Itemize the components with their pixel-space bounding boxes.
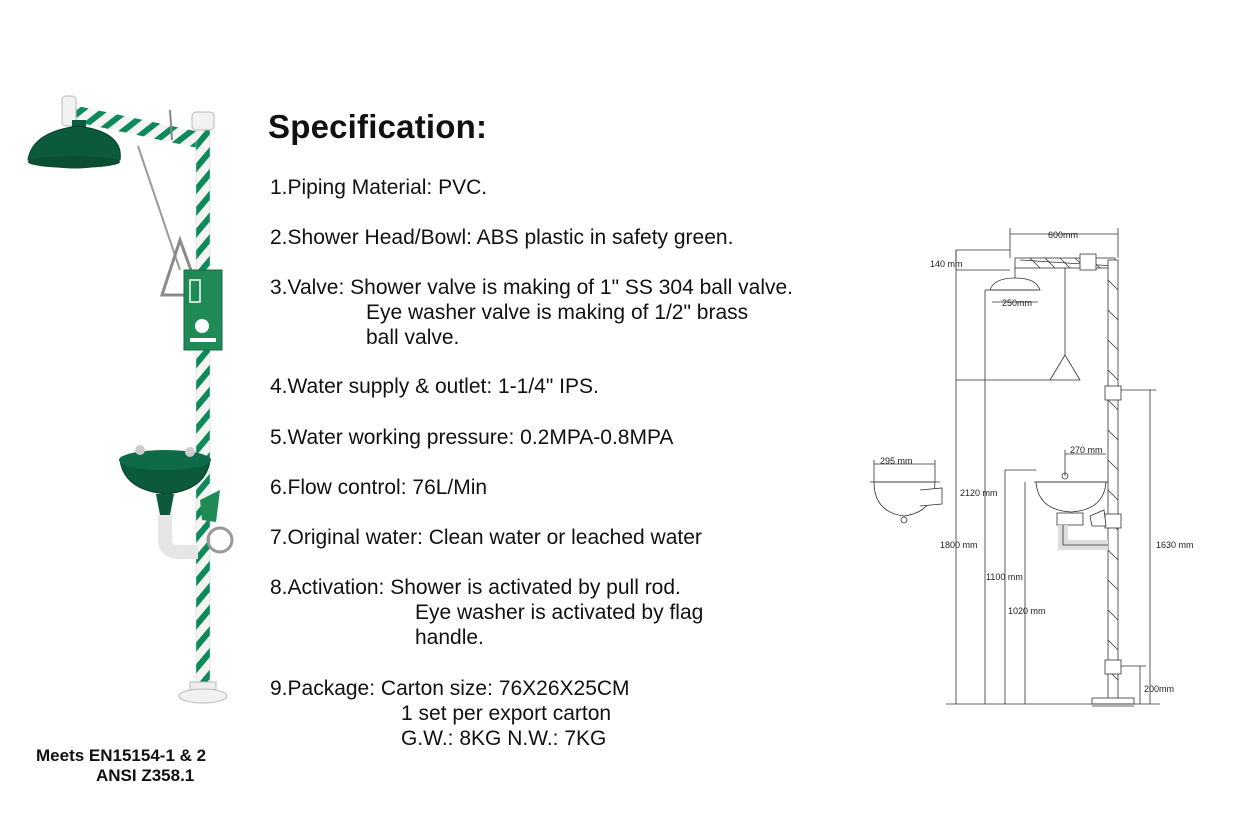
spec-item: 9.Package: Carton size: 76X26X25CM <box>270 677 630 700</box>
dim-140: 140 mm <box>930 259 963 269</box>
dim-1630: 1630 mm <box>1156 540 1194 550</box>
spec-item-continuation: ball valve. <box>366 326 460 349</box>
dim-1020: 1020 mm <box>1008 606 1046 616</box>
certification-note <box>36 746 206 786</box>
spec-item-continuation: handle. <box>415 626 484 649</box>
base-plate <box>179 689 227 703</box>
spec-item-continuation: Eye washer valve is making of 1/2" brass <box>366 301 749 324</box>
spec-item-continuation: Eye washer is activated by flag <box>415 601 704 624</box>
dim-270: 270 mm <box>1070 445 1103 455</box>
vertical-pole <box>196 118 210 688</box>
dim-250: 250mm <box>1002 298 1033 308</box>
dim-200: 200mm <box>1144 684 1175 694</box>
spec-item-continuation: G.W.: 8KG N.W.: 7KG <box>401 727 607 750</box>
emergency-shower-photo <box>20 90 260 715</box>
spec-item-continuation: 1 set per export carton <box>401 702 612 725</box>
dimension-drawing <box>860 220 1220 715</box>
spec-item: 2.Shower Head/Bowl: ABS plastic in safety green. <box>270 226 734 249</box>
cert-line-1: Meets EN15154-1 & 2 <box>36 746 207 765</box>
spec-item: 1.Piping Material: PVC. <box>270 176 488 199</box>
dim-1800: 1800 mm <box>940 540 978 550</box>
spec-item: 4.Water supply & outlet: 1-1/4" IPS. <box>270 375 599 398</box>
dim-1100: 1100 mm <box>986 572 1023 582</box>
dim-295: 295 mm <box>880 456 913 466</box>
spec-item: 7.Original water: Clean water or leached water <box>270 526 702 549</box>
spec-item: 8.Activation: Shower is activated by pull rod. <box>270 576 681 599</box>
spec-item: 5.Water working pressure: 0.2MPA-0.8MPA <box>270 426 674 449</box>
dim-2120: 2120 mm <box>960 488 998 498</box>
spec-title: Specification: <box>268 108 488 145</box>
spec-item: 3.Valve: Shower valve is making of 1" SS 304 ball valve. <box>270 276 794 299</box>
spec-item: 6.Flow control: 76L/Min <box>270 476 488 499</box>
dim-600: 600mm <box>1048 230 1079 240</box>
cert-line-2: ANSI Z358.1 <box>96 766 195 785</box>
